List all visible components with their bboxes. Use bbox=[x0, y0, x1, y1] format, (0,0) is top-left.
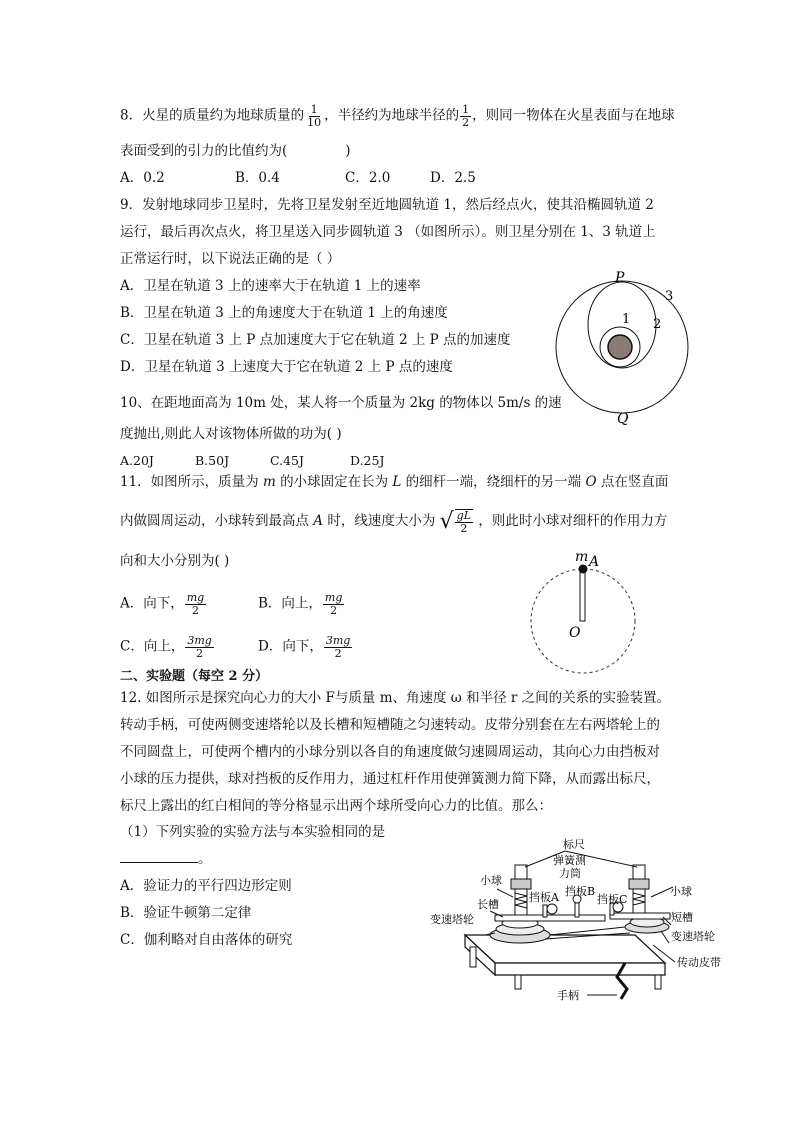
period: 。 bbox=[198, 851, 212, 867]
q9-option-a: A．卫星在轨道 3 上的速率大于在轨道 1 上的速率 bbox=[120, 278, 421, 294]
q8-line1 bbox=[120, 104, 675, 128]
frac-num: mg bbox=[324, 591, 343, 604]
sqrt-fraction bbox=[455, 509, 473, 534]
frac-den: 10 bbox=[307, 115, 322, 129]
option-label: C．向上， bbox=[120, 638, 185, 655]
base-front bbox=[495, 963, 665, 975]
q10-option-a: A.20J bbox=[120, 453, 154, 468]
frac-den: 2 bbox=[462, 115, 470, 129]
sqrt-sign-icon: √ bbox=[439, 508, 454, 534]
orbit-1-label: 1 bbox=[622, 312, 631, 327]
q8-line2-text: 表面受到的引力的比值约为( bbox=[120, 143, 288, 159]
q12-answer-line bbox=[120, 850, 212, 867]
orbit-3-label: 3 bbox=[665, 289, 674, 304]
q12-line4: 小球的压力提供，球对挡板的反作用力，通过杠杆作用使弹簧测力简下降，从而露出标尺， bbox=[120, 771, 660, 787]
point-q-label: Q bbox=[617, 411, 629, 427]
option-label: B．向上， bbox=[258, 595, 322, 612]
right-spring-collar bbox=[629, 879, 649, 889]
q10-option-b: B.50J bbox=[195, 453, 230, 468]
frac-den: 2 bbox=[196, 646, 204, 660]
option-fraction bbox=[185, 592, 206, 616]
label-handle: 手柄 bbox=[557, 989, 579, 1002]
base-leg bbox=[470, 947, 476, 967]
q11-text: 点在竖直面 bbox=[596, 474, 669, 490]
q10-line1: 10、在距地面高为 10m 处，某人将一个质量为 2kg 的物体以 5m/s 的速 bbox=[120, 395, 562, 411]
mass-label: m bbox=[575, 549, 589, 565]
label-ball-right: 小球 bbox=[670, 885, 692, 898]
label-long-groove: 长槽 bbox=[477, 898, 499, 911]
q8-text-b: ，半径约为地球半径的 bbox=[324, 107, 460, 124]
q9-line1: 9．发射地球同步卫星时，先将卫星发射至近地圆轨道 1，然后经点火，使其沿椭圆轨道 2 bbox=[120, 197, 654, 213]
label-belt: 传动皮带 bbox=[677, 956, 721, 969]
label-baffle-a: 挡板A bbox=[529, 891, 559, 904]
q11-option-c bbox=[120, 635, 215, 659]
orbit-diagram bbox=[550, 265, 700, 430]
q11-text: 的细杆一端，绕细杆的另一端 bbox=[401, 474, 586, 490]
orbit-2-label: 2 bbox=[653, 317, 662, 332]
fraction-one-tenth bbox=[305, 104, 323, 128]
earth-icon bbox=[608, 335, 632, 359]
fraction-one-half bbox=[460, 104, 471, 128]
q11-text: 时，线速度大小为 bbox=[323, 513, 440, 530]
q12-line1: 12. 如图所示是探究向心力的大小 F与质量 m、角速度 ω 和半径 r 之间的关系的实验装置。 bbox=[120, 690, 671, 706]
q12-line3: 不同圆盘上，可使两个槽内的小球分别以各自的角速度做匀速圆周运动，其向心力由挡板对 bbox=[120, 744, 660, 760]
label-spring-1: 弹簧测 bbox=[553, 854, 586, 867]
point-a-label: A bbox=[589, 554, 600, 570]
frac-num: 1 bbox=[310, 103, 318, 116]
point-p-label: P bbox=[615, 270, 625, 286]
label-ball-left: 小球 bbox=[480, 874, 502, 887]
label-spring-2: 力筒 bbox=[559, 867, 581, 880]
q11-text: 的小球固定在长为 bbox=[275, 474, 393, 490]
rod bbox=[580, 569, 585, 621]
q11-option-b bbox=[258, 592, 345, 616]
q8-line2-end: ) bbox=[345, 143, 351, 159]
q11-option-a bbox=[120, 592, 207, 616]
point-o-label: O bbox=[569, 625, 581, 641]
var-a: A bbox=[313, 513, 324, 530]
option-fraction bbox=[324, 635, 352, 659]
centripetal-apparatus-diagram bbox=[425, 835, 755, 1010]
frac-num: gL bbox=[456, 509, 472, 522]
frac-num: mg bbox=[186, 591, 205, 604]
q8-text-c: ，则同一物体在火星表面与在地球 bbox=[472, 107, 675, 124]
q8-option-a: A．0.2 bbox=[120, 170, 165, 186]
label-short-groove: 短槽 bbox=[671, 911, 693, 924]
var-m: m bbox=[262, 474, 276, 490]
q12-option-c: C．伽利略对自由落体的研究 bbox=[120, 932, 293, 948]
var-l: L bbox=[392, 474, 402, 490]
q8-option-d: D．2.5 bbox=[430, 170, 476, 186]
q9-option-d: D．卫星在轨道 3 上速度大于它在轨道 2 上 P 点的速度 bbox=[120, 359, 453, 375]
q11-option-d bbox=[258, 635, 353, 659]
answer-blank[interactable] bbox=[120, 850, 198, 863]
option-fraction bbox=[185, 635, 213, 659]
q9-option-c: C．卫星在轨道 3 上 P 点加速度大于它在轨道 2 上 P 点的加速度 bbox=[120, 332, 511, 348]
short-groove bbox=[610, 913, 670, 919]
baffle-a bbox=[543, 905, 547, 917]
q9-option-b: B．卫星在轨道 3 上的角速度大于在轨道 1 上的角速度 bbox=[120, 305, 448, 321]
frac-num: 1 bbox=[462, 103, 470, 116]
leader-line bbox=[497, 889, 513, 897]
q12-sub1: （1）下列实验的实验方法与本实验相同的是 bbox=[120, 824, 386, 840]
frac-num: 3mg bbox=[325, 634, 351, 647]
option-fraction bbox=[323, 592, 344, 616]
q9-line2: 运行，最后再次点火，将卫星送入同步圆轨道 3 （如图所示）。则卫星分别在 1、3 轨道上 bbox=[120, 224, 656, 240]
frac-num: 3mg bbox=[187, 634, 212, 647]
q12-option-b: B．验证牛顿第二定律 bbox=[120, 905, 252, 921]
q11-text: ，则此时小球对细杆的作用力方 bbox=[474, 513, 668, 530]
q11-line2 bbox=[120, 509, 667, 534]
q12-line2: 转动手柄，可使两侧变速塔轮以及长槽和短槽随之匀速转动。皮带分别套在左右两塔轮上的 bbox=[120, 717, 660, 733]
q8-text-a: 8．火星的质量约为地球质量的 bbox=[120, 107, 305, 124]
q9-line3: 正常运行时，以下说法正确的是（ ） bbox=[120, 251, 341, 267]
sqrt-expression bbox=[440, 509, 474, 534]
option-label: A．向下， bbox=[120, 595, 184, 612]
q10-option-c: C.45J bbox=[270, 453, 305, 468]
label-ruler: 标尺 bbox=[563, 838, 585, 851]
leader-line bbox=[661, 931, 669, 943]
q11-text: 内做圆周运动，小球转到最高点 bbox=[120, 513, 314, 530]
label-baffle-b: 挡板B bbox=[565, 885, 596, 898]
q8-option-c: C．2.0 bbox=[345, 170, 391, 186]
ball-icon bbox=[547, 904, 557, 914]
q12-line5: 标尺上露出的红白相间的等分格显示出两个球所受向心力的比值。那么： bbox=[120, 798, 552, 814]
q11-text: 11．如图所示，质量为 bbox=[120, 474, 263, 490]
frac-den: 2 bbox=[334, 646, 342, 660]
q10-line2: 度抛出,则此人对该物体所做的功为( ) bbox=[120, 426, 342, 442]
section-heading: 二、实验题（每空 2 分） bbox=[120, 669, 269, 684]
q8-option-b: B．0.4 bbox=[235, 170, 280, 186]
q8-line2 bbox=[120, 145, 351, 159]
option-label: D．向下， bbox=[258, 638, 323, 655]
q11-line3: 向和大小分别为( ) bbox=[120, 553, 230, 569]
label-baffle-c: 挡板C bbox=[597, 893, 628, 906]
long-groove bbox=[495, 915, 605, 921]
var-o: O bbox=[585, 474, 597, 490]
q10-option-d: D.25J bbox=[350, 453, 385, 468]
base-leg bbox=[655, 975, 661, 989]
baffle-b bbox=[575, 903, 579, 917]
frac-den: 2 bbox=[191, 603, 199, 617]
label-tower-wheel-right: 变速塔轮 bbox=[671, 930, 715, 943]
frac-den: 2 bbox=[330, 603, 338, 617]
ball-icon bbox=[579, 565, 588, 574]
rod-circle-diagram bbox=[525, 545, 645, 675]
q12-option-a: A．验证力的平行四边形定则 bbox=[120, 878, 292, 894]
base-leg bbox=[515, 975, 521, 989]
label-tower-wheel-left: 变速塔轮 bbox=[430, 913, 474, 926]
q11-line1 bbox=[120, 476, 668, 490]
frac-den: 2 bbox=[460, 521, 468, 535]
left-spring-collar bbox=[511, 879, 531, 889]
